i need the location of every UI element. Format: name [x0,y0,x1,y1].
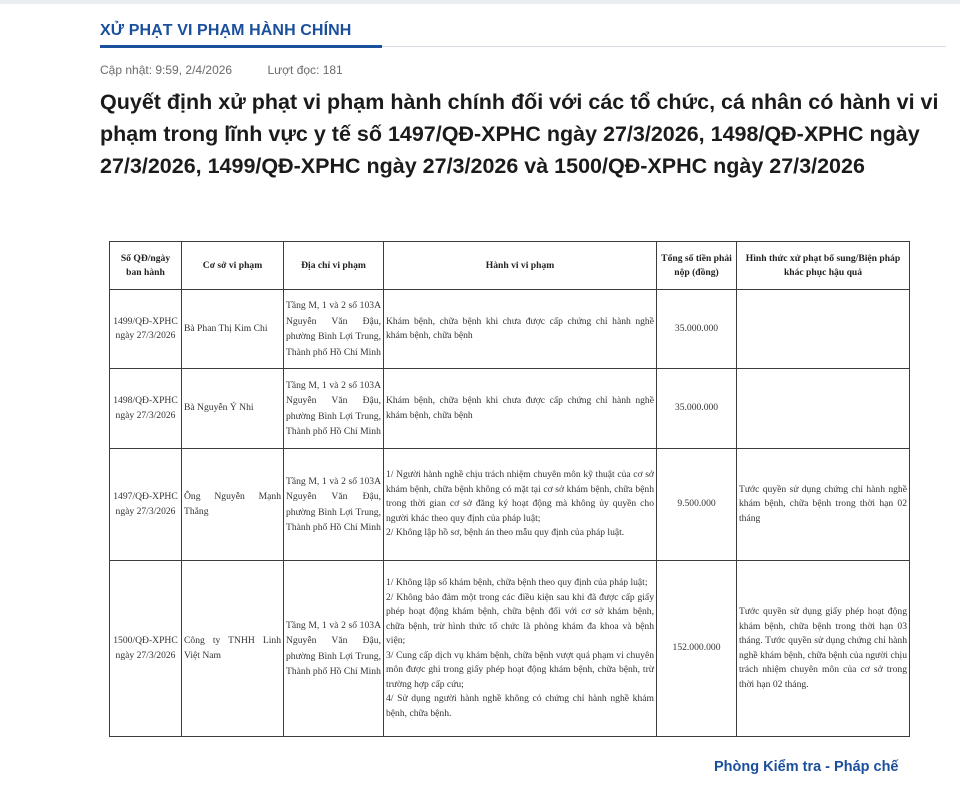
violation-item: 2/ Không bảo đảm một trong các điều kiện sau khi đã được cấp giấy phép hoạt động khám bệnh, chữa bệnh đối với cơ sở khám bệnh, chữa bệnh, trừ hình thức tổ chức là phòng khám đa khoa và bệnh viện; [386,591,654,646]
cell-address: Tầng M, 1 và 2 số 103A Nguyễn Văn Đậu, phường Bình Lợi Trung, Thành phố Hồ Chí Minh [284,290,384,369]
table-header-row [110,242,910,290]
cell-fine: 9.500.000 [657,449,737,561]
category-title[interactable]: XỬ PHẠT VI PHẠM HÀNH CHÍNH [100,22,352,39]
table-row [110,561,910,737]
cell-extra: Tước quyền sử dụng chứng chỉ hành nghề khám bệnh, chữa bệnh trong thời hạn 02 tháng [737,449,910,561]
table-row [110,449,910,561]
violation-item: 4/ Sử dụng người hành nghề không có chứng chỉ hành nghề khám bệnh, chữa bệnh. [386,693,654,719]
view-count: Lượt đọc: 181 [267,63,343,77]
header-facility: Cơ sở vi phạm [182,242,284,290]
cell-fine: 35.000.000 [657,290,737,369]
cell-decision: 1499/QĐ-XPHC ngày 27/3/2026 [110,290,182,369]
cell-facility: Ông Nguyễn Mạnh Thắng [182,449,284,561]
table-row [110,290,910,369]
cell-violations [384,290,657,369]
cell-facility: Bà Phan Thị Kim Chi [182,290,284,369]
header-fine: Tổng số tiền phải nộp (đồng) [657,242,737,290]
cell-decision: 1498/QĐ-XPHC ngày 27/3/2026 [110,369,182,449]
author-signature: Phòng Kiểm tra - Pháp chế [714,759,899,775]
cell-extra [737,290,910,369]
category-underline [100,45,382,48]
cell-violations [384,449,657,561]
cell-address: Tầng M, 1 và 2 số 103A Nguyễn Văn Đậu, phường Bình Lợi Trung, Thành phố Hồ Chí Minh [284,561,384,737]
cell-decision: 1500/QĐ-XPHC ngày 27/3/2026 [110,561,182,737]
cell-facility: Bà Nguyễn Ý Nhi [182,369,284,449]
header-extra: Hình thức xử phạt bổ sung/Biện pháp khác phục hậu quả [737,242,910,290]
cell-facility: Công ty TNHH Linh Việt Nam [182,561,284,737]
violation-item: 1/ Không lập sổ khám bệnh, chữa bệnh theo quy định của pháp luật; [386,577,648,588]
cell-extra [737,369,910,449]
violation-item: Khám bệnh, chữa bệnh khi chưa được cấp chứng chỉ hành nghề khám bệnh, chữa bệnh [386,395,654,421]
violation-item: 2/ Không lập hồ sơ, bệnh án theo mẫu quy định của pháp luật. [386,527,625,539]
top-bar [0,0,960,4]
article-headline: Quyết định xử phạt vi phạm hành chính đối với các tổ chức, cá nhân có hành vi vi phạm trong lĩnh vực y tế số 1497/QĐ-XPHC ngày 27/3/2026, 1498/QĐ-XPHC ngày 27/3/2026, 1499/QĐ-XPHC ngày 27/3/2026 và 1500/QĐ-XPHC ngày 27/3/2026 [100,90,939,178]
cell-extra: Tước quyền sử dụng giấy phép hoạt động khám bệnh, chữa bệnh trong thời hạn 03 tháng. Tước quyền sử dụng chứng chỉ hành nghề khám bệnh, chữa bệnh của người chịu trách nhiệm chuyên môn của cơ sở trong thời hạn 02 tháng. [737,561,910,737]
header-decision: Số QĐ/ngày ban hành [110,242,182,290]
cell-fine: 152.000.000 [657,561,737,737]
cell-address: Tầng M, 1 và 2 số 103A Nguyễn Văn Đậu, phường Bình Lợi Trung, Thành phố Hồ Chí Minh [284,449,384,561]
decisions-table [109,241,910,737]
cell-fine: 35.000.000 [657,369,737,449]
violation-item: 3/ Cung cấp dịch vụ khám bệnh, chữa bệnh vượt quá phạm vi chuyên môn được ghi trong giấy phép hoạt động khám bệnh, chữa bệnh, trừ trường hợp cấp cứu; [386,649,654,690]
cell-decision: 1497/QĐ-XPHC ngày 27/3/2026 [110,449,182,561]
article-meta [100,63,375,77]
violation-item: 1/ Người hành nghề chịu trách nhiệm chuyên môn kỹ thuật của cơ sở khám bệnh, chữa bệnh không có mặt tại cơ sở khám bệnh, chữa bệnh trong thời gian cơ sở đăng ký hoạt động mà không ủy quyền cho người khác theo quy định của pháp luật; [386,469,654,524]
cell-violations [384,369,657,449]
updated-time: Cập nhật: 9:59, 2/4/2026 [100,63,233,77]
header-violations: Hành vi vi phạm [384,242,657,290]
cell-violations [384,561,657,737]
header-address: Địa chỉ vi phạm [284,242,384,290]
table-row [110,369,910,449]
cell-address: Tầng M, 1 và 2 số 103A Nguyễn Văn Đậu, phường Bình Lợi Trung, Thành phố Hồ Chí Minh [284,369,384,449]
violation-item: Khám bệnh, chữa bệnh khi chưa được cấp chứng chỉ hành nghề khám bệnh, chữa bệnh [386,315,654,341]
